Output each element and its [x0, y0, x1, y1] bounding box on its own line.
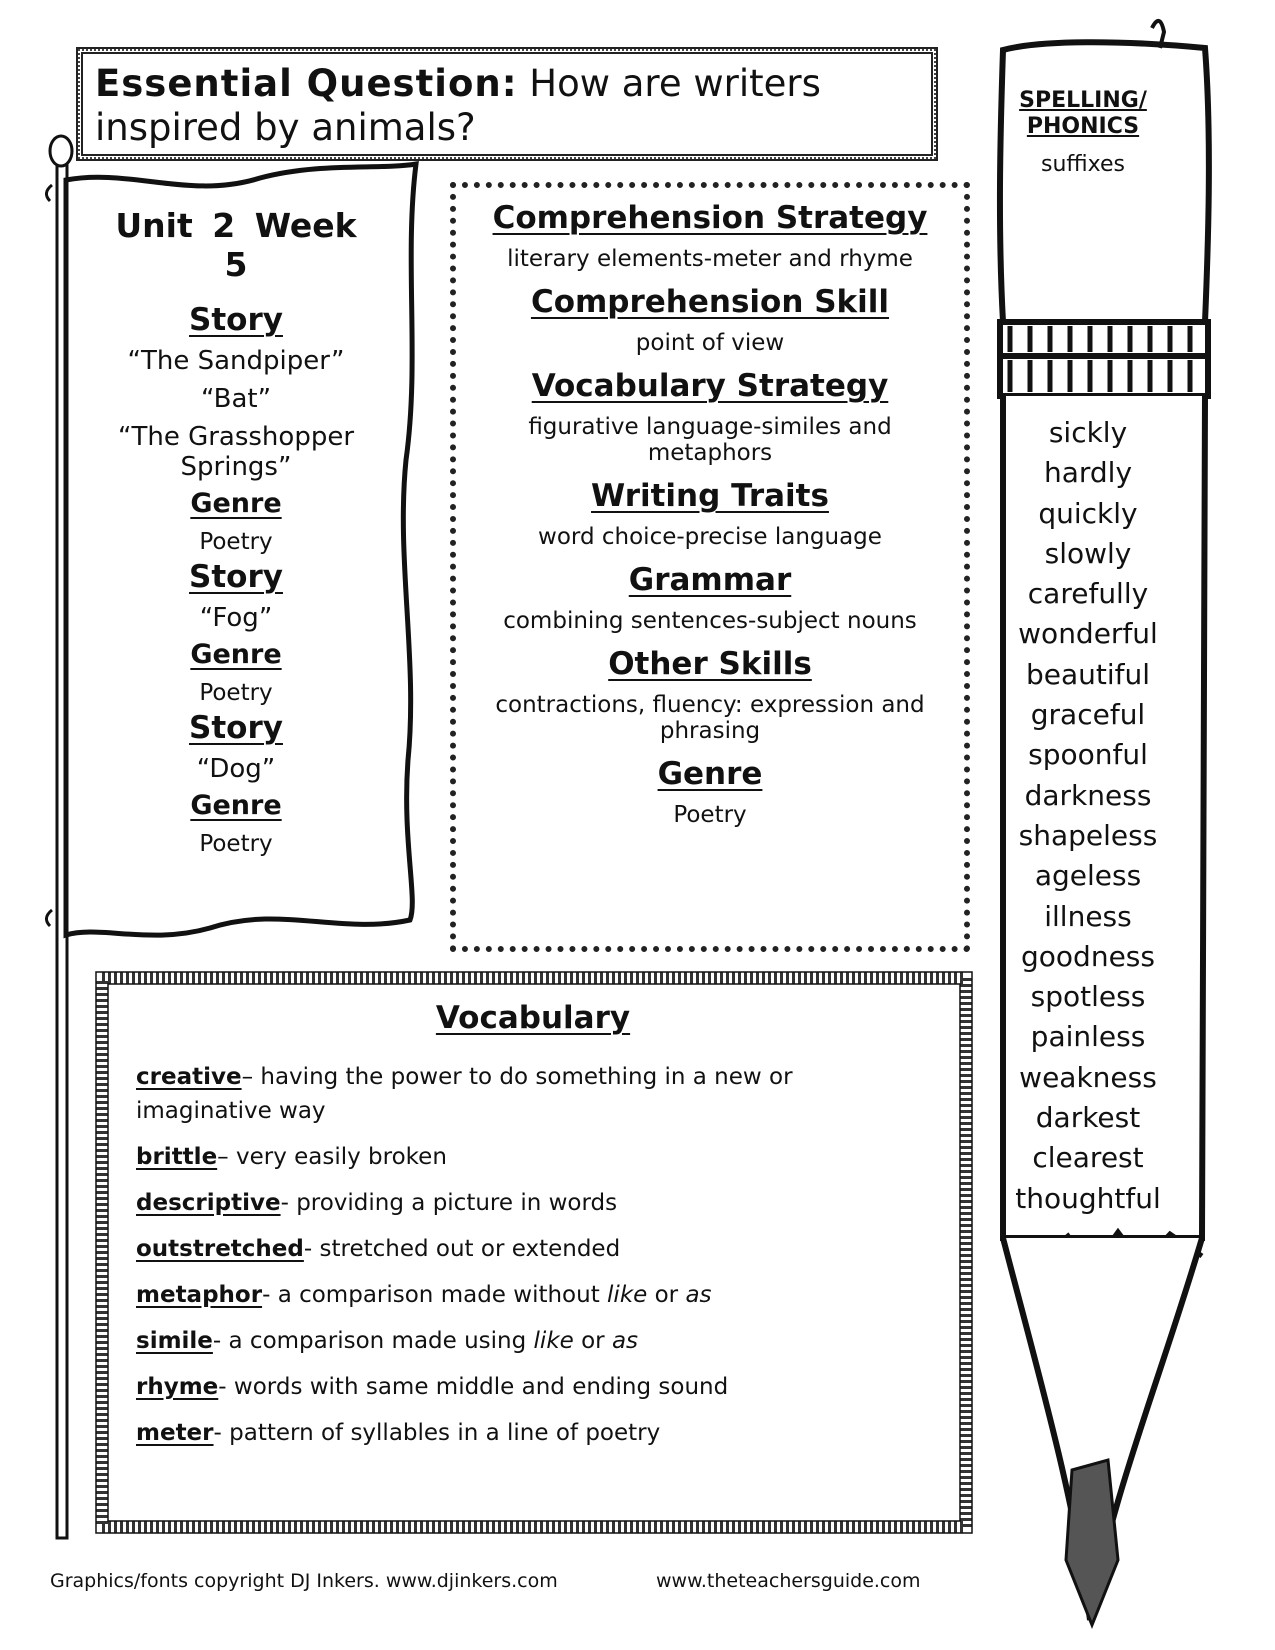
- vocab-definition: having the power to do something in a new or imaginative way: [136, 1064, 793, 1124]
- vocab-term: descriptive: [136, 1190, 281, 1216]
- vocab-separator: –: [241, 1064, 261, 1090]
- vocab-separator: -: [280, 1190, 297, 1216]
- vocab-italic: as: [685, 1282, 712, 1308]
- vocab-row: [136, 1232, 930, 1266]
- section-heading: Grammar: [628, 562, 792, 598]
- spelling-word-list: [1003, 413, 1173, 1219]
- genre-heading: Genre: [190, 488, 282, 519]
- section-body: Poetry: [673, 802, 747, 828]
- spelling-word: thoughtful: [1015, 1181, 1161, 1215]
- section-body: point of view: [635, 330, 785, 356]
- spelling-word: shapeless: [1018, 818, 1158, 852]
- unit-week-title: Unit 2 Week 5: [115, 206, 357, 284]
- essential-question-label: Essential Question:: [95, 62, 518, 105]
- section-heading: Genre: [657, 756, 763, 792]
- vocab-separator: –: [217, 1144, 236, 1170]
- vocab-row: [136, 1060, 930, 1128]
- genre-heading: Genre: [190, 790, 282, 821]
- genre-value: Poetry: [199, 529, 273, 555]
- vocab-separator: -: [218, 1374, 234, 1400]
- section-body: figurative language-similes and metaphors: [528, 414, 892, 466]
- footer-website: www.theteachersguide.com: [656, 1570, 921, 1592]
- section-heading: Comprehension Strategy: [492, 200, 928, 236]
- spelling-word: wonderful: [1018, 617, 1158, 651]
- vocab-row: [136, 1370, 930, 1404]
- genre-value: Poetry: [199, 831, 273, 857]
- vocab-separator: -: [303, 1236, 320, 1262]
- footer-credit: Graphics/fonts copyright DJ Inkers. www.djinkers.com: [50, 1570, 558, 1592]
- vocab-term: creative: [136, 1064, 242, 1090]
- skills-panel: [450, 182, 970, 952]
- section-heading: Writing Traits: [591, 478, 829, 514]
- vocab-connector: or: [647, 1282, 686, 1308]
- vocab-separator: -: [262, 1282, 278, 1308]
- vocab-definition: a comparison made without: [277, 1282, 608, 1308]
- genre-heading: Genre: [190, 639, 282, 670]
- unit-flag-panel: [110, 200, 362, 861]
- vocab-row: [136, 1140, 930, 1174]
- vocab-definition: a comparison made using: [228, 1328, 534, 1354]
- vocab-row: [136, 1324, 930, 1358]
- genre-value: Poetry: [199, 680, 273, 706]
- spelling-word: ageless: [1034, 859, 1142, 893]
- spelling-word: darkness: [1024, 778, 1152, 812]
- vocab-italic: as: [611, 1328, 639, 1354]
- vocab-definition: very easily broken: [235, 1144, 447, 1170]
- story-title: “Bat”: [200, 384, 272, 414]
- vocab-italic: like: [607, 1282, 648, 1308]
- spelling-heading: SPELLING/: [1019, 88, 1147, 113]
- vocab-row: [136, 1186, 930, 1220]
- vocab-row: [136, 1416, 930, 1450]
- vocab-term: meter: [136, 1420, 214, 1446]
- vocab-separator: -: [212, 1328, 229, 1354]
- spelling-word: slowly: [1044, 536, 1132, 570]
- vocab-term: simile: [136, 1328, 213, 1354]
- spelling-word: quickly: [1038, 496, 1138, 530]
- section-heading: Vocabulary Strategy: [531, 368, 889, 404]
- spelling-word: weakness: [1019, 1060, 1157, 1094]
- vocab-row: [136, 1278, 930, 1312]
- essential-question-text: How are writers inspired by animals?: [95, 62, 821, 149]
- vocab-connector: or: [573, 1328, 612, 1354]
- section-body: word choice-precise language: [538, 524, 882, 550]
- spelling-word: darkest: [1035, 1101, 1141, 1135]
- story-heading: Story: [189, 710, 283, 746]
- phonics-heading: PHONICS: [1026, 114, 1140, 139]
- spelling-word: spotless: [1030, 980, 1146, 1014]
- vocab-definition: pattern of syllables in a line of poetry: [229, 1420, 661, 1446]
- spelling-word: painless: [1030, 1020, 1146, 1054]
- vocab-term: metaphor: [136, 1282, 263, 1308]
- spelling-word: spoonful: [1028, 738, 1148, 772]
- essential-question-box: [76, 47, 938, 161]
- spelling-word: beautiful: [1025, 657, 1151, 691]
- vocab-term: rhyme: [136, 1374, 219, 1400]
- essential-question: [95, 62, 919, 150]
- spelling-word: sickly: [1048, 416, 1128, 449]
- vocabulary-title: Vocabulary: [435, 1000, 631, 1036]
- spelling-word: graceful: [1030, 698, 1146, 732]
- spelling-word: illness: [1044, 899, 1132, 933]
- spelling-subtitle: suffixes: [1040, 152, 1125, 177]
- story-heading: Story: [189, 302, 283, 338]
- vocabulary-panel: [96, 972, 972, 1533]
- story-title: “Fog”: [199, 603, 273, 633]
- vocab-separator: -: [213, 1420, 230, 1446]
- vocab-term: brittle: [136, 1144, 218, 1170]
- spelling-word: goodness: [1021, 939, 1155, 973]
- vocab-definition: words with same middle and ending sound: [233, 1374, 729, 1400]
- vocab-definition: stretched out or extended: [319, 1236, 621, 1262]
- vocab-definition: providing a picture in words: [296, 1190, 618, 1216]
- section-heading: Comprehension Skill: [530, 284, 890, 320]
- vocab-italic: like: [533, 1328, 574, 1354]
- vocab-term: outstretched: [136, 1236, 304, 1262]
- section-body: combining sentences-subject nouns: [503, 608, 917, 634]
- section-body: contractions, fluency: expression and phrasing: [495, 692, 925, 744]
- spelling-word: clearest: [1032, 1141, 1144, 1175]
- spelling-header: [1003, 88, 1163, 177]
- story-title: “The Sandpiper”: [127, 346, 345, 376]
- story-heading: Story: [189, 559, 283, 595]
- story-title: “Dog”: [196, 754, 276, 784]
- section-heading: Other Skills: [608, 646, 812, 682]
- story-title: “The Grasshopper Springs”: [117, 422, 355, 482]
- spelling-word: hardly: [1043, 456, 1133, 490]
- spelling-word: carefully: [1027, 577, 1149, 611]
- section-body: literary elements-meter and rhyme: [507, 246, 913, 272]
